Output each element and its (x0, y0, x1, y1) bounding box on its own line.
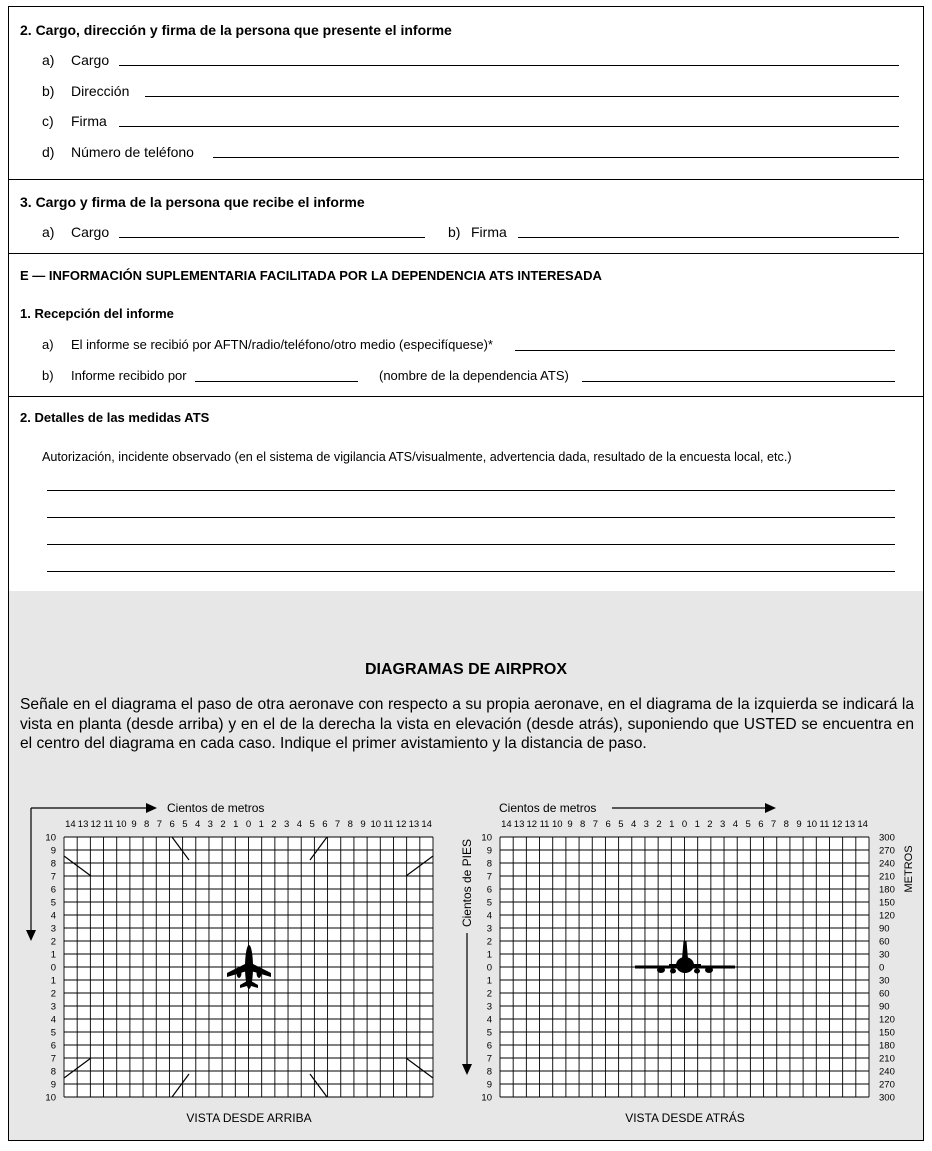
item-letter: d) (42, 144, 55, 160)
x-tick-label: 4 (732, 819, 739, 830)
x-tick-label: 11 (539, 819, 550, 830)
section-heading: 2. Cargo, dirección y firma de la persona que presente el informe (20, 22, 452, 38)
ats-unit-field[interactable] (582, 381, 895, 382)
field-label-cargo: Cargo (71, 224, 110, 240)
y-tick-label: 8 (486, 1066, 492, 1078)
x-tick-label: 0 (681, 819, 688, 830)
field-label-firma: Firma (71, 113, 107, 129)
section-ats-measures (9, 396, 923, 591)
x-tick-label: 8 (347, 819, 353, 830)
y-tick-label-metres: 90 (879, 923, 890, 935)
x-tick-label: 10 (806, 819, 818, 830)
item-letter: a) (42, 337, 54, 352)
item-letter: b) (42, 368, 54, 383)
x-tick-label: 7 (770, 819, 777, 830)
section-supplementary-info (9, 253, 923, 396)
x-tick-label: 12 (831, 819, 843, 830)
y-tick-label: 8 (486, 858, 492, 870)
y-tick-label: 9 (486, 845, 492, 857)
y-tick-label-metres: 240 (879, 1066, 895, 1078)
y-tick-label-metres: 180 (879, 1040, 895, 1052)
x-tick-label: 3 (643, 819, 649, 830)
y-tick-label: 1 (50, 949, 56, 961)
field-label-cargo: Cargo (71, 52, 110, 68)
y-tick-label-metres: 150 (879, 1027, 895, 1039)
ats-measures-line[interactable] (47, 490, 895, 491)
x-tick-label: 8 (144, 819, 150, 830)
receiver-cargo-field[interactable] (119, 237, 425, 238)
x-tick-label: 14 (421, 819, 432, 830)
rear-view-y-axis-label-metres: METROS (903, 845, 915, 893)
x-tick-label: 9 (567, 819, 573, 830)
x-tick-label: 10 (370, 819, 382, 830)
y-tick-label: 9 (50, 845, 56, 857)
plan-view-caption: VISTA DESDE ARRIBA (186, 1111, 312, 1125)
item-letter: a) (42, 224, 55, 240)
y-tick-label-metres: 90 (879, 1001, 890, 1013)
ats-measures-line[interactable] (47, 544, 895, 545)
y-tick-label: 5 (50, 1027, 56, 1039)
y-tick-label: 3 (50, 1001, 56, 1013)
rear-view-y-ticks-metres (879, 833, 895, 1104)
y-tick-label-metres: 120 (879, 1014, 895, 1026)
x-tick-label: 13 (513, 819, 525, 830)
firma-field[interactable] (119, 126, 899, 127)
x-tick-label: 9 (131, 819, 137, 830)
x-tick-label: 2 (271, 819, 277, 830)
telefono-field[interactable] (213, 157, 899, 158)
section-heading: E — INFORMACIÓN SUPLEMENTARIA FACILITADA POR LA DEPENDENCIA ATS INTERESADA (20, 268, 602, 283)
y-tick-label: 1 (50, 975, 56, 987)
subsection-heading: 1. Recepción del informe (20, 306, 174, 321)
y-tick-label: 0 (50, 962, 56, 974)
y-tick-label: 6 (486, 884, 492, 896)
y-tick-label: 7 (50, 1053, 56, 1065)
x-tick-label: 14 (501, 819, 512, 830)
y-tick-label: 7 (50, 871, 56, 883)
rear-view-caption: VISTA DESDE ATRÁS (625, 1111, 745, 1125)
reception-method-label: El informe se recibió por AFTN/radio/teléfono/otro medio (especifíquese)* (71, 337, 493, 352)
y-tick-label: 9 (50, 1079, 56, 1091)
y-tick-label-metres: 300 (879, 832, 895, 844)
field-label-direccion: Dirección (71, 83, 130, 99)
x-tick-label: 6 (169, 819, 175, 830)
x-tick-label: 9 (796, 819, 802, 830)
y-tick-label: 10 (45, 1092, 56, 1104)
x-tick-label: 2 (707, 819, 713, 830)
ats-measures-description: Autorización, incidente observado (en el sistema de vigilancia ATS/visualmente, advertencia dada, resultado de la encuesta local, etc.) (42, 450, 792, 464)
y-tick-label: 8 (50, 858, 56, 870)
x-tick-label: 1 (694, 819, 700, 830)
x-tick-label: 10 (551, 819, 563, 830)
item-letter: b) (42, 83, 55, 99)
y-tick-label: 2 (50, 988, 56, 1000)
x-tick-label: 5 (745, 819, 751, 830)
x-tick-label: 14 (857, 819, 868, 830)
rear-view-diagram (460, 801, 915, 1125)
x-tick-label: 10 (115, 819, 127, 830)
x-tick-label: 1 (233, 819, 239, 830)
y-tick-label: 3 (486, 1001, 492, 1013)
y-tick-label: 2 (486, 936, 492, 948)
x-tick-label: 6 (758, 819, 764, 830)
y-tick-label-metres: 210 (879, 871, 895, 883)
x-tick-label: 4 (296, 819, 303, 830)
x-tick-label: 12 (395, 819, 407, 830)
y-tick-label-metres: 210 (879, 1053, 895, 1065)
x-tick-label: 2 (656, 819, 662, 830)
y-tick-label: 2 (50, 936, 56, 948)
y-tick-label: 4 (50, 1014, 56, 1026)
plan-view-y-ticks (45, 833, 56, 1104)
y-tick-label: 4 (486, 910, 492, 922)
cargo-field[interactable] (119, 65, 899, 66)
y-tick-label-metres: 30 (879, 975, 890, 987)
section-reporter (9, 7, 923, 179)
ats-measures-line[interactable] (47, 571, 895, 572)
section-heading: 2. Detalles de las medidas ATS (20, 410, 210, 425)
plan-view-diagram (26, 801, 433, 1125)
ats-unit-label: (nombre de la dependencia ATS) (379, 368, 569, 383)
y-tick-label: 6 (486, 1040, 492, 1052)
y-tick-label-metres: 180 (879, 884, 895, 896)
section-receiver (9, 179, 923, 253)
y-tick-label-metres: 0 (879, 962, 885, 974)
x-tick-label: 2 (220, 819, 226, 830)
x-tick-label: 13 (408, 819, 420, 830)
y-tick-label-metres: 60 (879, 936, 890, 948)
x-tick-label: 11 (103, 819, 114, 830)
y-tick-label: 1 (486, 949, 492, 961)
diagrams-title: DIAGRAMAS DE AIRPROX (364, 661, 568, 678)
plan-view-x-ticks (65, 819, 432, 830)
y-tick-label: 9 (486, 1079, 492, 1091)
y-tick-label: 1 (486, 975, 492, 987)
x-tick-label: 3 (284, 819, 290, 830)
y-tick-label: 4 (50, 910, 56, 922)
reception-method-field[interactable] (515, 350, 895, 351)
x-tick-label: 5 (182, 819, 188, 830)
x-tick-label: 5 (618, 819, 624, 830)
rear-view-y-axis-label: Cientos de PIES (460, 838, 474, 928)
plan-view-x-axis-label: Cientos de metros (167, 801, 265, 815)
x-tick-label: 11 (819, 819, 830, 830)
y-tick-label-metres: 300 (879, 1092, 895, 1104)
x-tick-label: 13 (844, 819, 856, 830)
section-heading: 3. Cargo y firma de la persona que recibe el informe (20, 194, 365, 210)
y-tick-label: 5 (50, 897, 56, 909)
y-tick-label: 0 (486, 962, 492, 974)
y-tick-label-metres: 120 (879, 910, 895, 922)
y-tick-label: 10 (481, 832, 492, 844)
x-tick-label: 7 (156, 819, 163, 830)
x-tick-label: 3 (720, 819, 726, 830)
x-tick-label: 6 (605, 819, 611, 830)
item-letter: c) (42, 113, 54, 129)
x-tick-label: 14 (65, 819, 76, 830)
y-tick-label: 8 (50, 1066, 56, 1078)
x-tick-label: 4 (630, 819, 637, 830)
received-by-label: Informe recibido por (71, 368, 187, 383)
y-tick-label: 7 (486, 871, 492, 883)
y-tick-label: 6 (50, 1040, 56, 1052)
y-tick-label-metres: 240 (879, 858, 895, 870)
x-tick-label: 13 (77, 819, 89, 830)
diagrams-instructions: Señale en el diagrama el paso de otra aeronave con respecto a su propia aeronave, en el diagrama de la izquierda se indicará la vista en planta (desde arriba) y en el de la derecha la vista en elevación (desde atrás), suponiendo que USTED se encuentra en el centro del diagrama en cada caso. Indique el primer avistamiento y la distancia de paso. (20, 696, 914, 752)
x-tick-label: 7 (592, 819, 599, 830)
received-by-field[interactable] (195, 381, 358, 382)
x-tick-label: 11 (383, 819, 394, 830)
y-tick-label: 3 (50, 923, 56, 935)
x-tick-label: 8 (580, 819, 586, 830)
receiver-firma-field[interactable] (518, 237, 899, 238)
y-tick-label: 10 (481, 1092, 492, 1104)
x-tick-label: 3 (207, 819, 213, 830)
y-tick-label: 6 (50, 884, 56, 896)
x-tick-label: 1 (669, 819, 675, 830)
y-tick-label-metres: 270 (879, 845, 895, 857)
y-tick-label: 5 (486, 1027, 492, 1039)
airprox-diagrams-svg (9, 591, 923, 1140)
x-tick-label: 12 (526, 819, 538, 830)
x-tick-label: 0 (245, 819, 252, 830)
field-label-telefono: Número de teléfono (71, 144, 194, 160)
y-tick-label-metres: 30 (879, 949, 890, 961)
y-tick-label-metres: 150 (879, 897, 895, 909)
form-frame (8, 6, 924, 1141)
rear-view-x-ticks (501, 819, 868, 830)
x-tick-label: 12 (90, 819, 102, 830)
airprox-diagrams-section (9, 591, 923, 1140)
field-label-firma: Firma (471, 224, 507, 240)
y-tick-label: 10 (45, 832, 56, 844)
item-letter: b) (448, 224, 461, 240)
direccion-field[interactable] (145, 96, 899, 97)
x-tick-label: 1 (258, 819, 264, 830)
y-tick-label: 5 (486, 897, 492, 909)
x-tick-label: 6 (322, 819, 328, 830)
item-letter: a) (42, 52, 55, 68)
y-tick-label-metres: 60 (879, 988, 890, 1000)
y-tick-label: 2 (486, 988, 492, 1000)
y-tick-label: 7 (486, 1053, 492, 1065)
rear-view-x-axis-label: Cientos de metros (499, 801, 597, 815)
y-tick-label: 4 (486, 1014, 492, 1026)
x-tick-label: 9 (360, 819, 366, 830)
y-tick-label: 3 (486, 923, 492, 935)
y-tick-label-metres: 270 (879, 1079, 895, 1091)
x-tick-label: 8 (783, 819, 789, 830)
x-tick-label: 7 (334, 819, 341, 830)
x-tick-label: 4 (194, 819, 201, 830)
rear-view-y-ticks (481, 833, 492, 1104)
x-tick-label: 5 (309, 819, 315, 830)
ats-measures-line[interactable] (47, 517, 895, 518)
